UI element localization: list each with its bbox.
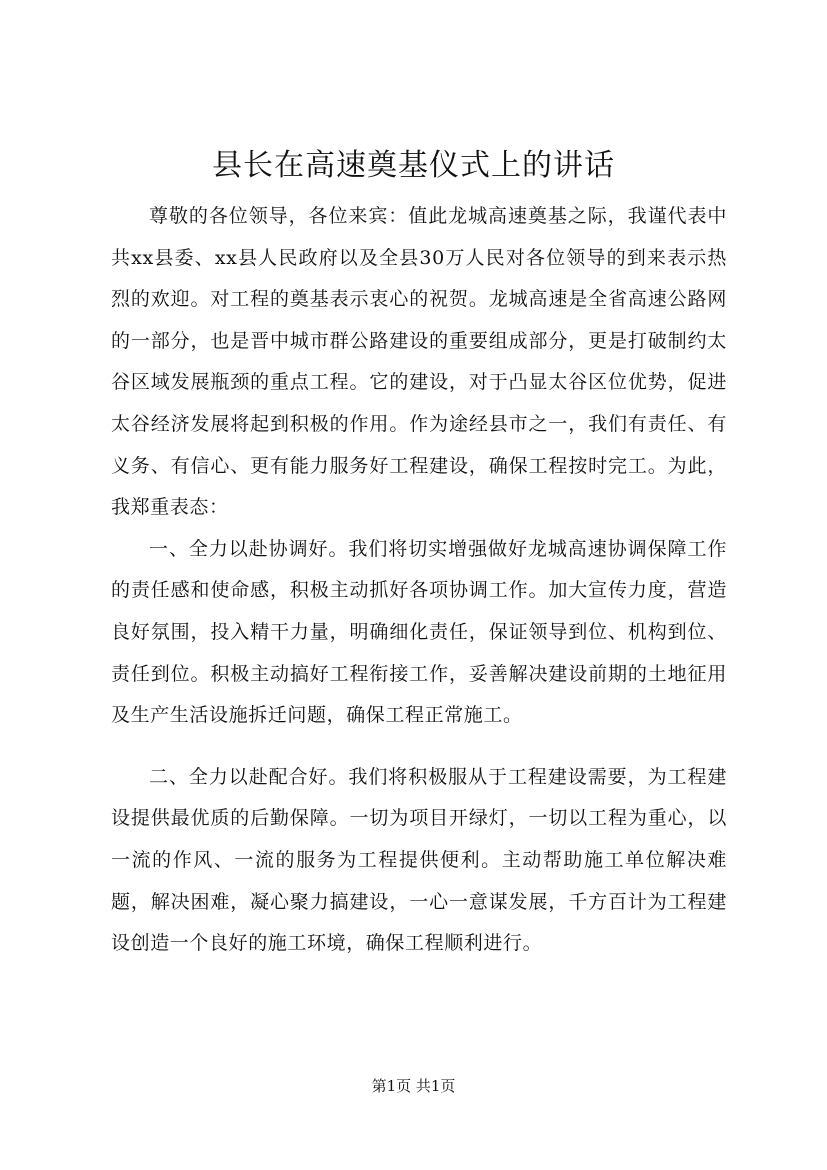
paragraph-opening: 尊敬的各位领导，各位来宾：值此龙城高速奠基之际，我谨代表中共xx县委、xx县人民政府以及全县30万人民对各位领导的到来表示热烈的欢迎。对工程的奠基表示衷心的祝贺。龙城高速是全省高速公路网的一部分，也是晋中城市群公路建设的重要组成部分，更是打破制约太谷区域发展瓶颈的重点工程。它的建设，对于凸显太谷区位优势，促进太谷经济发展将起到积极的作用。作为途经县市之一，我们有责任、有义务、有信心、更有能力服务好工程建设，确保工程按时完工。为此，我郑重表态：: [111, 205, 727, 519]
document-title: 县长在高速奠基仪式上的讲话: [212, 148, 615, 183]
page-footer: 第1页 共1页: [371, 1077, 456, 1095]
paragraph-cooperate: 二、全力以赴配合好。我们将积极服从于工程建设需要，为工程建设提供最优质的后勤保障。一切为项目开绿灯，一切以工程为重心，以一流的作风、一流的服务为工程提供便利。主动帮助施工单位解决难题，解决困难，凝心聚力搞建设，一心一意谋发展，千方百计为工程建设创造一个良好的施工环境，确保工程顺利进行。: [111, 765, 727, 955]
document-body: [111, 196, 727, 965]
paragraph-coordinate: 一、全力以赴协调好。我们将切实增强做好龙城高速协调保障工作的责任感和使命感，积极主动抓好各项协调工作。加大宣传力度，营造良好氛围，投入精干力量，明确细化责任，保证领导到位、机构到位、责任到位。积极主动搞好工程衔接工作，妥善解决建设前期的土地征用及生产生活设施拆迁问题，确保工程正常施工。: [111, 537, 727, 727]
